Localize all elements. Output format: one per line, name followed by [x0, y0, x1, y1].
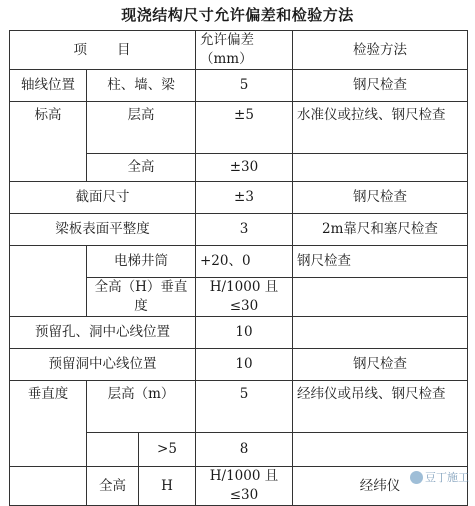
elevation-floor-tolerance: ±5 [196, 102, 293, 154]
lift-full-method [293, 278, 468, 317]
page-title: 现浇结构尺寸允许偏差和检验方法 [121, 6, 354, 24]
verticality-full-method: 经纬仪 [293, 467, 468, 506]
lift-full-tolerance: H/1000 且≤30 [196, 278, 293, 317]
axis-position-label: 轴线位置 [10, 70, 87, 102]
section-size-tolerance: ±3 [196, 182, 293, 214]
hole-center2-method: 钢尺检查 [293, 349, 468, 381]
header-item: 项 目 [10, 31, 196, 70]
watermark-text: 豆丁施工 [425, 471, 469, 484]
hole-center-tolerance: 10 [196, 317, 293, 349]
axis-position-sub: 柱、墙、梁 [87, 70, 196, 102]
verticality-floor: 层高（m） [87, 381, 196, 433]
table-row [10, 246, 468, 278]
lift-shaft-tolerance: +20、0 [196, 246, 293, 278]
elevation-floor: 层高 [87, 102, 196, 154]
elevation-label: 标高 [10, 102, 87, 182]
elevation-method: 水准仪或拉线、钢尺检查 [293, 102, 468, 154]
axis-position-tolerance: 5 [196, 70, 293, 102]
elevation-full: 全高 [87, 154, 196, 182]
lift-blank-cell [10, 246, 87, 317]
header-tolerance: 允许偏差（mm） [196, 31, 293, 70]
lift-shaft-method: 钢尺检查 [293, 246, 468, 278]
table-row [10, 70, 468, 102]
hole-center-label: 预留孔、洞中心线位置 [10, 317, 196, 349]
axis-position-method: 钢尺检查 [293, 70, 468, 102]
header-method: 检验方法 [293, 31, 468, 70]
verticality-gt5: >5 [139, 433, 196, 467]
verticality-method: 经纬仪或吊线、钢尺检查 [293, 381, 468, 433]
verticality-full-label: 全高 [87, 467, 139, 506]
flatness-tolerance: 3 [196, 214, 293, 246]
verticality-gt5-tolerance: 8 [196, 433, 293, 467]
flatness-label: 梁板表面平整度 [10, 214, 196, 246]
verticality-full-tolerance: H/1000 且≤30 [196, 467, 293, 506]
verticality-label: 垂直度 [10, 381, 87, 467]
elevation-full-tolerance: ±30 [196, 154, 293, 182]
table-header-row [10, 31, 468, 70]
verticality-le5-tolerance: 5 [196, 381, 293, 433]
lift-shaft-label: 电梯井筒 [87, 246, 196, 278]
flatness-method: 2m靠尺和塞尺检查 [293, 214, 468, 246]
table-row [10, 182, 468, 214]
tolerance-table [9, 30, 468, 506]
vert-full-blank [10, 467, 87, 506]
table-row [10, 317, 468, 349]
table-row [10, 467, 468, 506]
watermark-logo-icon [410, 471, 423, 484]
hole-center2-tolerance: 10 [196, 349, 293, 381]
section-size-label: 截面尺寸 [10, 182, 196, 214]
lift-full-label: 全高（H）垂直度 [87, 278, 196, 317]
hole-center2-label: 预留洞中心线位置 [10, 349, 196, 381]
table-row [10, 381, 468, 433]
verticality-full-h: H [139, 467, 196, 506]
elevation-full-method [293, 154, 468, 182]
table-row [10, 102, 468, 154]
verticality-gt5-method [293, 433, 468, 467]
watermark [410, 469, 469, 485]
table-row [10, 214, 468, 246]
section-size-method: 钢尺检查 [293, 182, 468, 214]
hole-center-method [293, 317, 468, 349]
verticality-gt5-blank [87, 433, 139, 467]
table-row [10, 349, 468, 381]
